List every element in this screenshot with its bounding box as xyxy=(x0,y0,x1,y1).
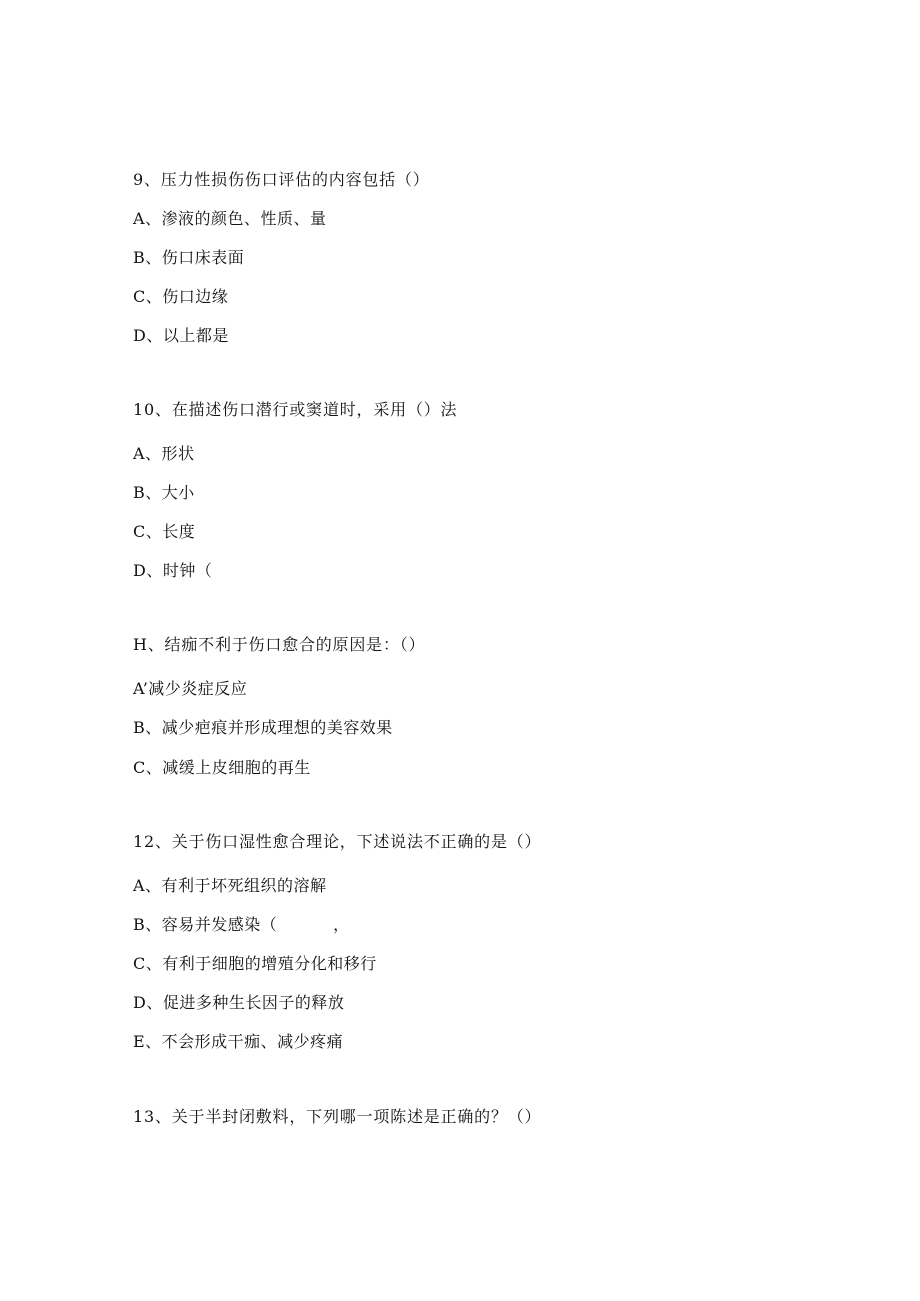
question-10-option-a: A、形状 xyxy=(133,444,195,463)
question-11-option-c: C、减缓上皮细胞的再生 xyxy=(133,758,311,777)
question-11-option-a: A’减少炎症反应 xyxy=(133,679,248,698)
question-12-stem: 12、关于伤口湿性愈合理论，下述说法不正确的是（） xyxy=(133,832,542,851)
question-9-option-b: B、伤口床表面 xyxy=(133,248,245,267)
question-9-option-a: A、渗液的颜色、性质、量 xyxy=(133,209,327,228)
question-10-option-d: D、时钟（ xyxy=(133,561,213,580)
question-11-stem: H、结痂不利于伤口愈合的原因是：（） xyxy=(133,635,426,654)
question-10-stem: 10、在描述伤口潜行或窦道时，采用（）法 xyxy=(133,400,458,419)
question-9-option-d: D、以上都是 xyxy=(133,326,229,345)
question-12-option-d: D、促进多种生长因子的释放 xyxy=(133,993,345,1012)
question-10-option-b: B、大小 xyxy=(133,483,195,502)
question-12-option-a: A、有利于坏死组织的溶解 xyxy=(133,876,327,895)
question-12-option-c: C、有利于细胞的增殖分化和移行 xyxy=(133,954,377,973)
question-9-stem: 9、压力性损伤伤口评估的内容包括（） xyxy=(133,170,430,189)
question-13-stem: 13、关于半封闭敷料，下列哪一项陈述是正确的？（） xyxy=(133,1107,542,1126)
question-12-option-b: B、容易并发感染（ ， xyxy=(133,915,350,934)
question-12-option-e: E、不会形成干痂、减少疼痛 xyxy=(133,1032,344,1051)
question-11-option-b: B、减少疤痕并形成理想的美容效果 xyxy=(133,718,393,737)
question-9-option-c: C、伤口边缘 xyxy=(133,287,229,306)
question-10-option-c: C、长度 xyxy=(133,522,196,541)
